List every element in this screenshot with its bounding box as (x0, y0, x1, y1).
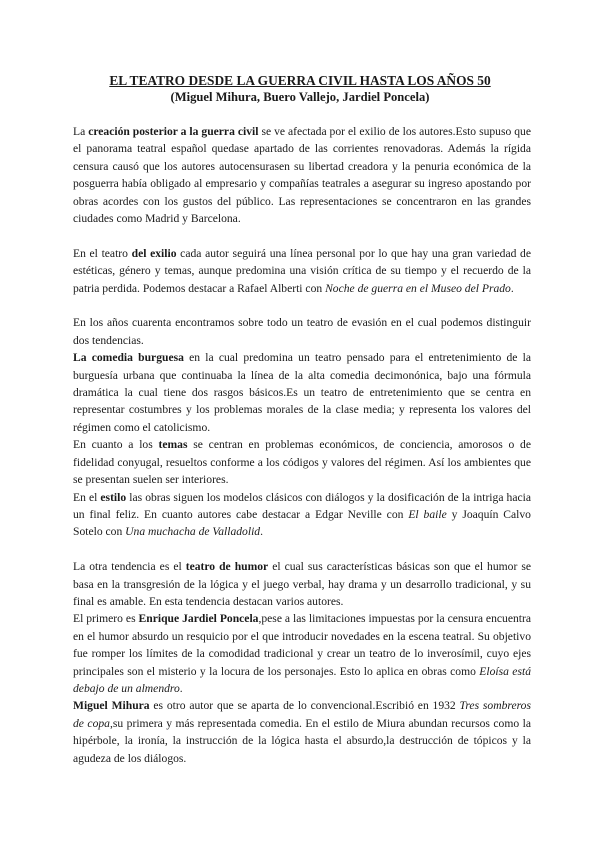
paragraph-humor-theatre: La otra tendencia es el teatro de humor el cual sus características básicas son que el humor se basa en la transgresión de la lógica y el juego verbal, hay drama y un desarrollo tradicional, y su final es amable. En esta tendencia destacan varios autores. (73, 560, 531, 608)
paragraph-gap (73, 541, 531, 558)
bold-term: Miguel Mihura (73, 699, 150, 713)
work-title: Tres sombreros de copa (73, 699, 531, 730)
bold-term: Enrique Jardiel Poncela (138, 612, 259, 626)
document-body (73, 123, 531, 767)
work-title: El baile (408, 507, 447, 521)
paragraph-gap (73, 297, 531, 314)
document-title: EL TEATRO DESDE LA GUERRA CIVIL HASTA LOS AÑOS 50 (109, 73, 491, 88)
paragraph-gap (73, 227, 531, 244)
bold-term: estilo (100, 490, 127, 504)
document-header (0, 73, 600, 105)
paragraph-bourgeois-comedy: La comedia burguesa en la cual predomina un teatro pensado para el entretenimiento de la burguesía urbana que continuaba la línea de la alta comedia decimonónica, bajo una fórmula dramática la cual tiene dos rasgos básicos.Es un teatro de entretenimiento que se centra en representar costumbres y los problemas morales de la clase media; y representa los valores del régimen como el catolicismo. (73, 351, 531, 434)
paragraph-postwar-creation: La creación posterior a la guerra civil se ve afectada por el exilio de los autores.Esto supuso que el panorama teatral español quedase apartado de las corrientes renovadoras. Además la rígida censura causó que los autores autocensurasen su libertad creadora y la penuria económica de la posguerra había obligado al empresario y compañías teatrales a asegurar su ingreso apostando por obras acordes con los gustos del público. Las representaciones se concentraron en las grandes ciudades como Madrid y Barcelona. (73, 125, 531, 226)
bold-term: teatro de humor (185, 560, 269, 574)
work-title: Una muchacha de Valladolid (125, 525, 261, 539)
paragraph-themes: En cuanto a los temas se centran en problemas económicos, de conciencia, amorosos o de fidelidad conyugal, resueltos conforme a los códigos y valores del régimen. Así los ambientes que se presentan suelen ser interiores. (73, 438, 531, 487)
document-subtitle: (Miguel Mihura, Buero Vallejo, Jardiel Poncela) (170, 90, 430, 104)
bold-term: creación posterior a la guerra civil (88, 125, 259, 138)
work-title: Eloísa está debajo de un almendro (73, 664, 531, 695)
paragraph-miguel-mihura: Miguel Mihura es otro autor que se aparta de lo convencional.Escribió en 1932 Tres sombreros de copa,su primera y más representada comedia. En el estilo de Miura abundan recursos como la hipérbole, la ironía, la instrucción de la lógica hasta el absurdo,la destrucción de tópicos y la agudeza de los diálogos. (73, 699, 531, 765)
work-title: Noche de guerra en el Museo del Prado (325, 281, 511, 295)
bold-term: temas (158, 438, 188, 452)
paragraph-style: En el estilo las obras siguen los modelos clásicos con diálogos y la dosificación de la intriga hacia un final feliz. En cuanto autores cabe destacar a Edgar Neville con El baile y Joaquín Calvo Sotelo con Una muchacha de Valladolid. (73, 490, 531, 539)
paragraph-exile-theatre: En el teatro del exilio cada autor seguirá una línea personal por lo que hay una gran variedad de estéticas, género y temas, aunque predomina una visión crítica de su tiempo y el recuerdo de la patria perdida. Podemos destacar a Rafael Alberti con Noche de guerra en el Museo del Prado. (73, 246, 531, 295)
paragraph-forties-evasion: En los años cuarenta encontramos sobre todo un teatro de evasión en el cual podemos distinguir dos tendencias. (73, 316, 531, 347)
bold-term: del exilio (131, 246, 177, 260)
paragraph-jardiel-poncela: El primero es Enrique Jardiel Poncela,pese a las limitaciones impuestas por la censura encuentra en el humor absurdo un resquicio por el que introducir novedades en la escena teatral. Su objetivo fue romper los límites de la comodidad tradicional y crear un teatro de lo inverosímil, cuyo ejes principales son el misterio y la locura de los personajes. Esto lo aplica en obras como Eloísa está debajo de un almendro. (73, 612, 531, 695)
bold-term: La comedia burguesa (73, 351, 184, 365)
